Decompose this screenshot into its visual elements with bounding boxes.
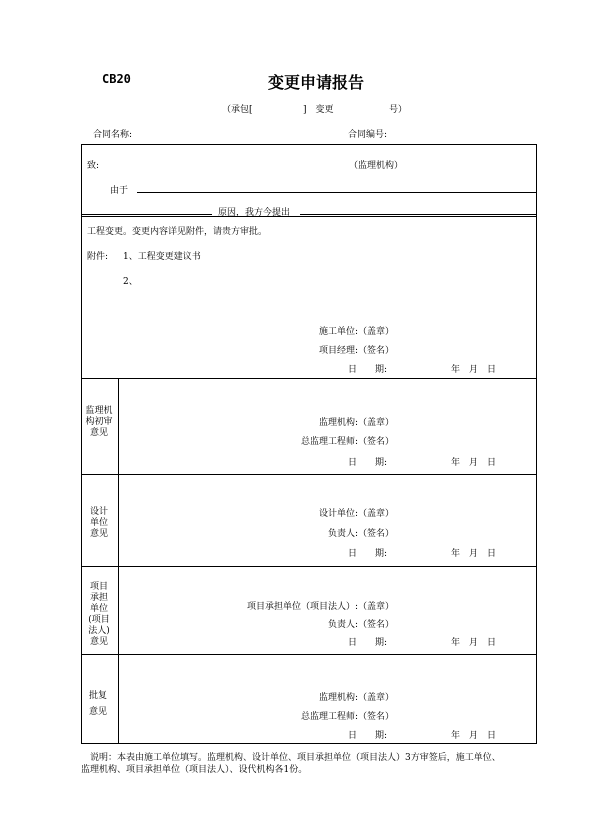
change-text: 工程变更。变更内容详见附件，请贵方审批。: [87, 227, 268, 237]
subtitle-right: 号）: [389, 105, 408, 115]
contract-no-label: 合同编号:: [348, 130, 388, 140]
attachment-item-1: 1、工程变更建议书: [123, 252, 201, 262]
reason-text: 原因，我方今提出: [218, 208, 291, 218]
date-label: 日 期:: [348, 365, 388, 375]
attachment-item-2: 2、: [123, 277, 138, 287]
section-2-side-label: 设计单位意见: [89, 507, 108, 539]
due-to-blank[interactable]: [137, 192, 537, 193]
contract-name-label: 合同名称:: [93, 130, 133, 140]
section-1-date-ymd: 年 月 日: [451, 458, 497, 468]
divider-top: [81, 216, 537, 217]
supervisor-org: （监理机构）: [349, 161, 404, 171]
section-3-date-label: 日 期:: [348, 638, 388, 648]
footer-note-line2: 监理机构、项目承担单位（项目法人）、设代机构各1份。: [81, 765, 308, 775]
section-3-side-label: 项目承担单位(项目法人)意见: [88, 582, 110, 647]
section-2-line2: 负责人:（签名）: [327, 529, 394, 539]
form-code: CB20: [102, 72, 131, 86]
section-1-line2: 总监理工程师:（签名）: [300, 437, 394, 447]
section-4-date-ymd: 年 月 日: [451, 731, 497, 741]
section-2-date-label: 日 期:: [348, 549, 388, 559]
section-4-side-label: 批复意见: [88, 691, 107, 717]
divider-2: [81, 474, 537, 475]
section-3-date-ymd: 年 月 日: [451, 638, 497, 648]
section-4-line1: 监理机构:（盖章）: [318, 693, 394, 703]
sign-manager: 项目经理:（签名）: [318, 346, 394, 356]
section-4-date-label: 日 期:: [348, 731, 388, 741]
due-to-label: 由于: [110, 186, 129, 196]
side-column-divider: [118, 378, 119, 744]
section-2-line1: 设计单位:（盖章）: [318, 509, 394, 519]
divider-3: [81, 566, 537, 567]
footer-note-line1: 说明：本表由施工单位填写。监理机构、设计单位、项目承担单位（项目法人）3方审签后，施工单位、: [90, 753, 501, 763]
divider-4: [81, 654, 537, 655]
section-3-line2: 负责人:（签名）: [327, 620, 394, 630]
page-title: 变更申请报告: [268, 73, 365, 92]
proposal-blank[interactable]: [300, 214, 537, 215]
to-label: 致:: [87, 161, 100, 171]
section-3-line1: 项目承担单位（项目法人）:（盖章）: [246, 602, 394, 612]
date-ymd: 年 月 日: [451, 365, 497, 375]
section-2-date-ymd: 年 月 日: [451, 549, 497, 559]
subtitle-left: （承包[: [222, 105, 253, 115]
reason-blank[interactable]: [81, 214, 212, 215]
section-1-line1: 监理机构:（盖章）: [318, 418, 394, 428]
attachment-label: 附件:: [87, 252, 109, 262]
section-4-line2: 总监理工程师:（签名）: [300, 712, 394, 722]
section-1-date-label: 日 期:: [348, 458, 388, 468]
sign-unit: 施工单位:（盖章）: [318, 327, 394, 337]
divider-1: [81, 378, 537, 379]
subtitle-mid: ] 变更: [303, 105, 334, 115]
section-1-side-label: 监理机构初审意见: [85, 406, 113, 438]
